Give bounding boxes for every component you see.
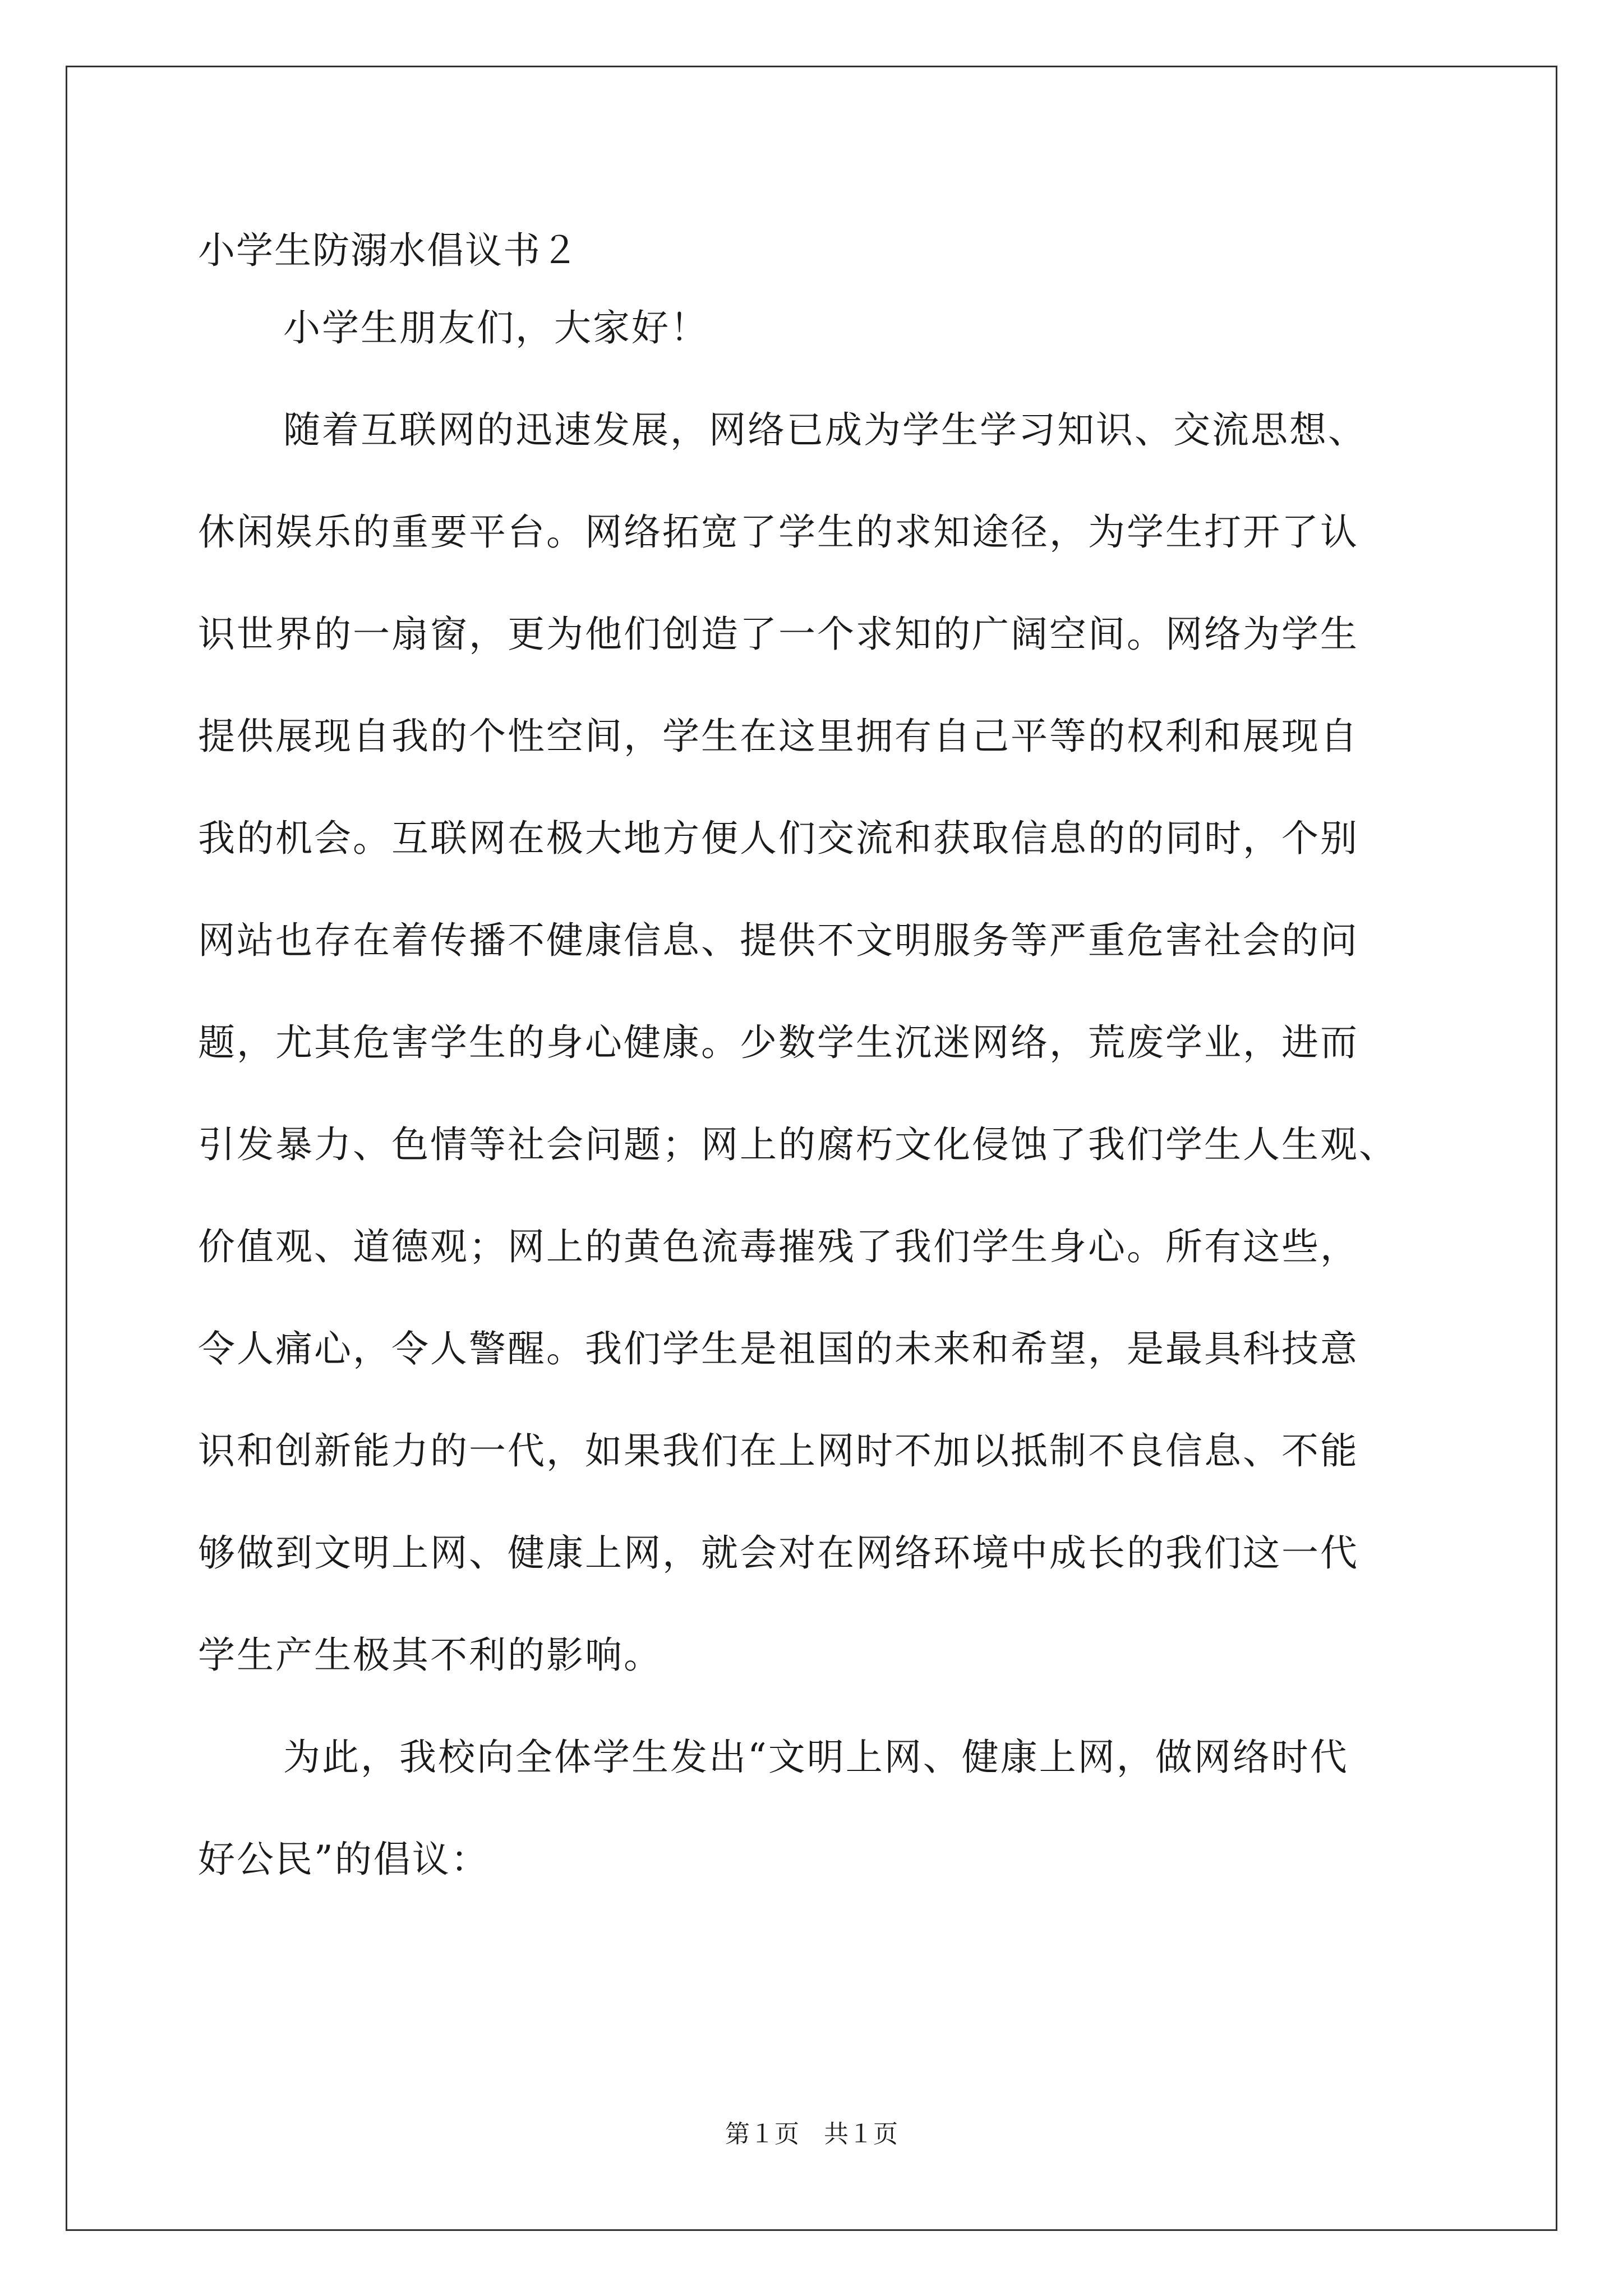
paragraph-line: 价值观、道德观；网上的黄色流毒摧残了我们学生身心。所有这些， — [198, 1225, 1359, 1268]
paragraph-line: 为此，我校向全体学生发出“文明上网、健康上网，做网络时代 — [283, 1736, 1349, 1779]
paragraph-line: 提供展现自我的个性空间，学生在这里拥有自己平等的权利和展现自 — [198, 715, 1359, 758]
paragraph-line: 好公民”的倡议： — [198, 1838, 490, 1881]
greeting-line: 小学生朋友们，大家好！ — [283, 306, 709, 349]
page-number-footer: 第１页 共１页 — [725, 2120, 898, 2148]
paragraph-line: 学生产生极其不利的影响。 — [198, 1634, 662, 1677]
paragraph-line: 随着互联网的迅速发展，网络已成为学生学习知识、交流思想、 — [283, 408, 1367, 452]
paragraph-line: 够做到文明上网、健康上网，就会对在网络环境中成长的我们这一代 — [198, 1531, 1359, 1575]
paragraph-line: 识世界的一扇窗，更为他们创造了一个求知的广阔空间。网络为学生 — [198, 613, 1359, 656]
paragraph-line: 我的机会。互联网在极大地方便人们交流和获取信息的的同时，个别 — [198, 817, 1359, 860]
paragraph-line: 识和创新能力的一代，如果我们在上网时不加以抵制不良信息、不能 — [198, 1429, 1359, 1473]
document-title: 小学生防溺水倡议书２ — [198, 229, 579, 272]
paragraph-line: 网站也存在着传播不健康信息、提供不文明服务等严重危害社会的问 — [198, 919, 1359, 962]
paragraph-line: 休闲娱乐的重要平台。网络拓宽了学生的求知途径，为学生打开了认 — [198, 510, 1359, 554]
paragraph-line: 令人痛心，令人警醒。我们学生是祖国的未来和希望，是最具科技意 — [198, 1327, 1359, 1370]
paragraph-line: 题，尤其危害学生的身心健康。少数学生沉迷网络，荒废学业，进而 — [198, 1021, 1359, 1064]
paragraph-line: 引发暴力、色情等社会问题；网上的腐朽文化侵蚀了我们学生人生观、 — [198, 1123, 1398, 1166]
